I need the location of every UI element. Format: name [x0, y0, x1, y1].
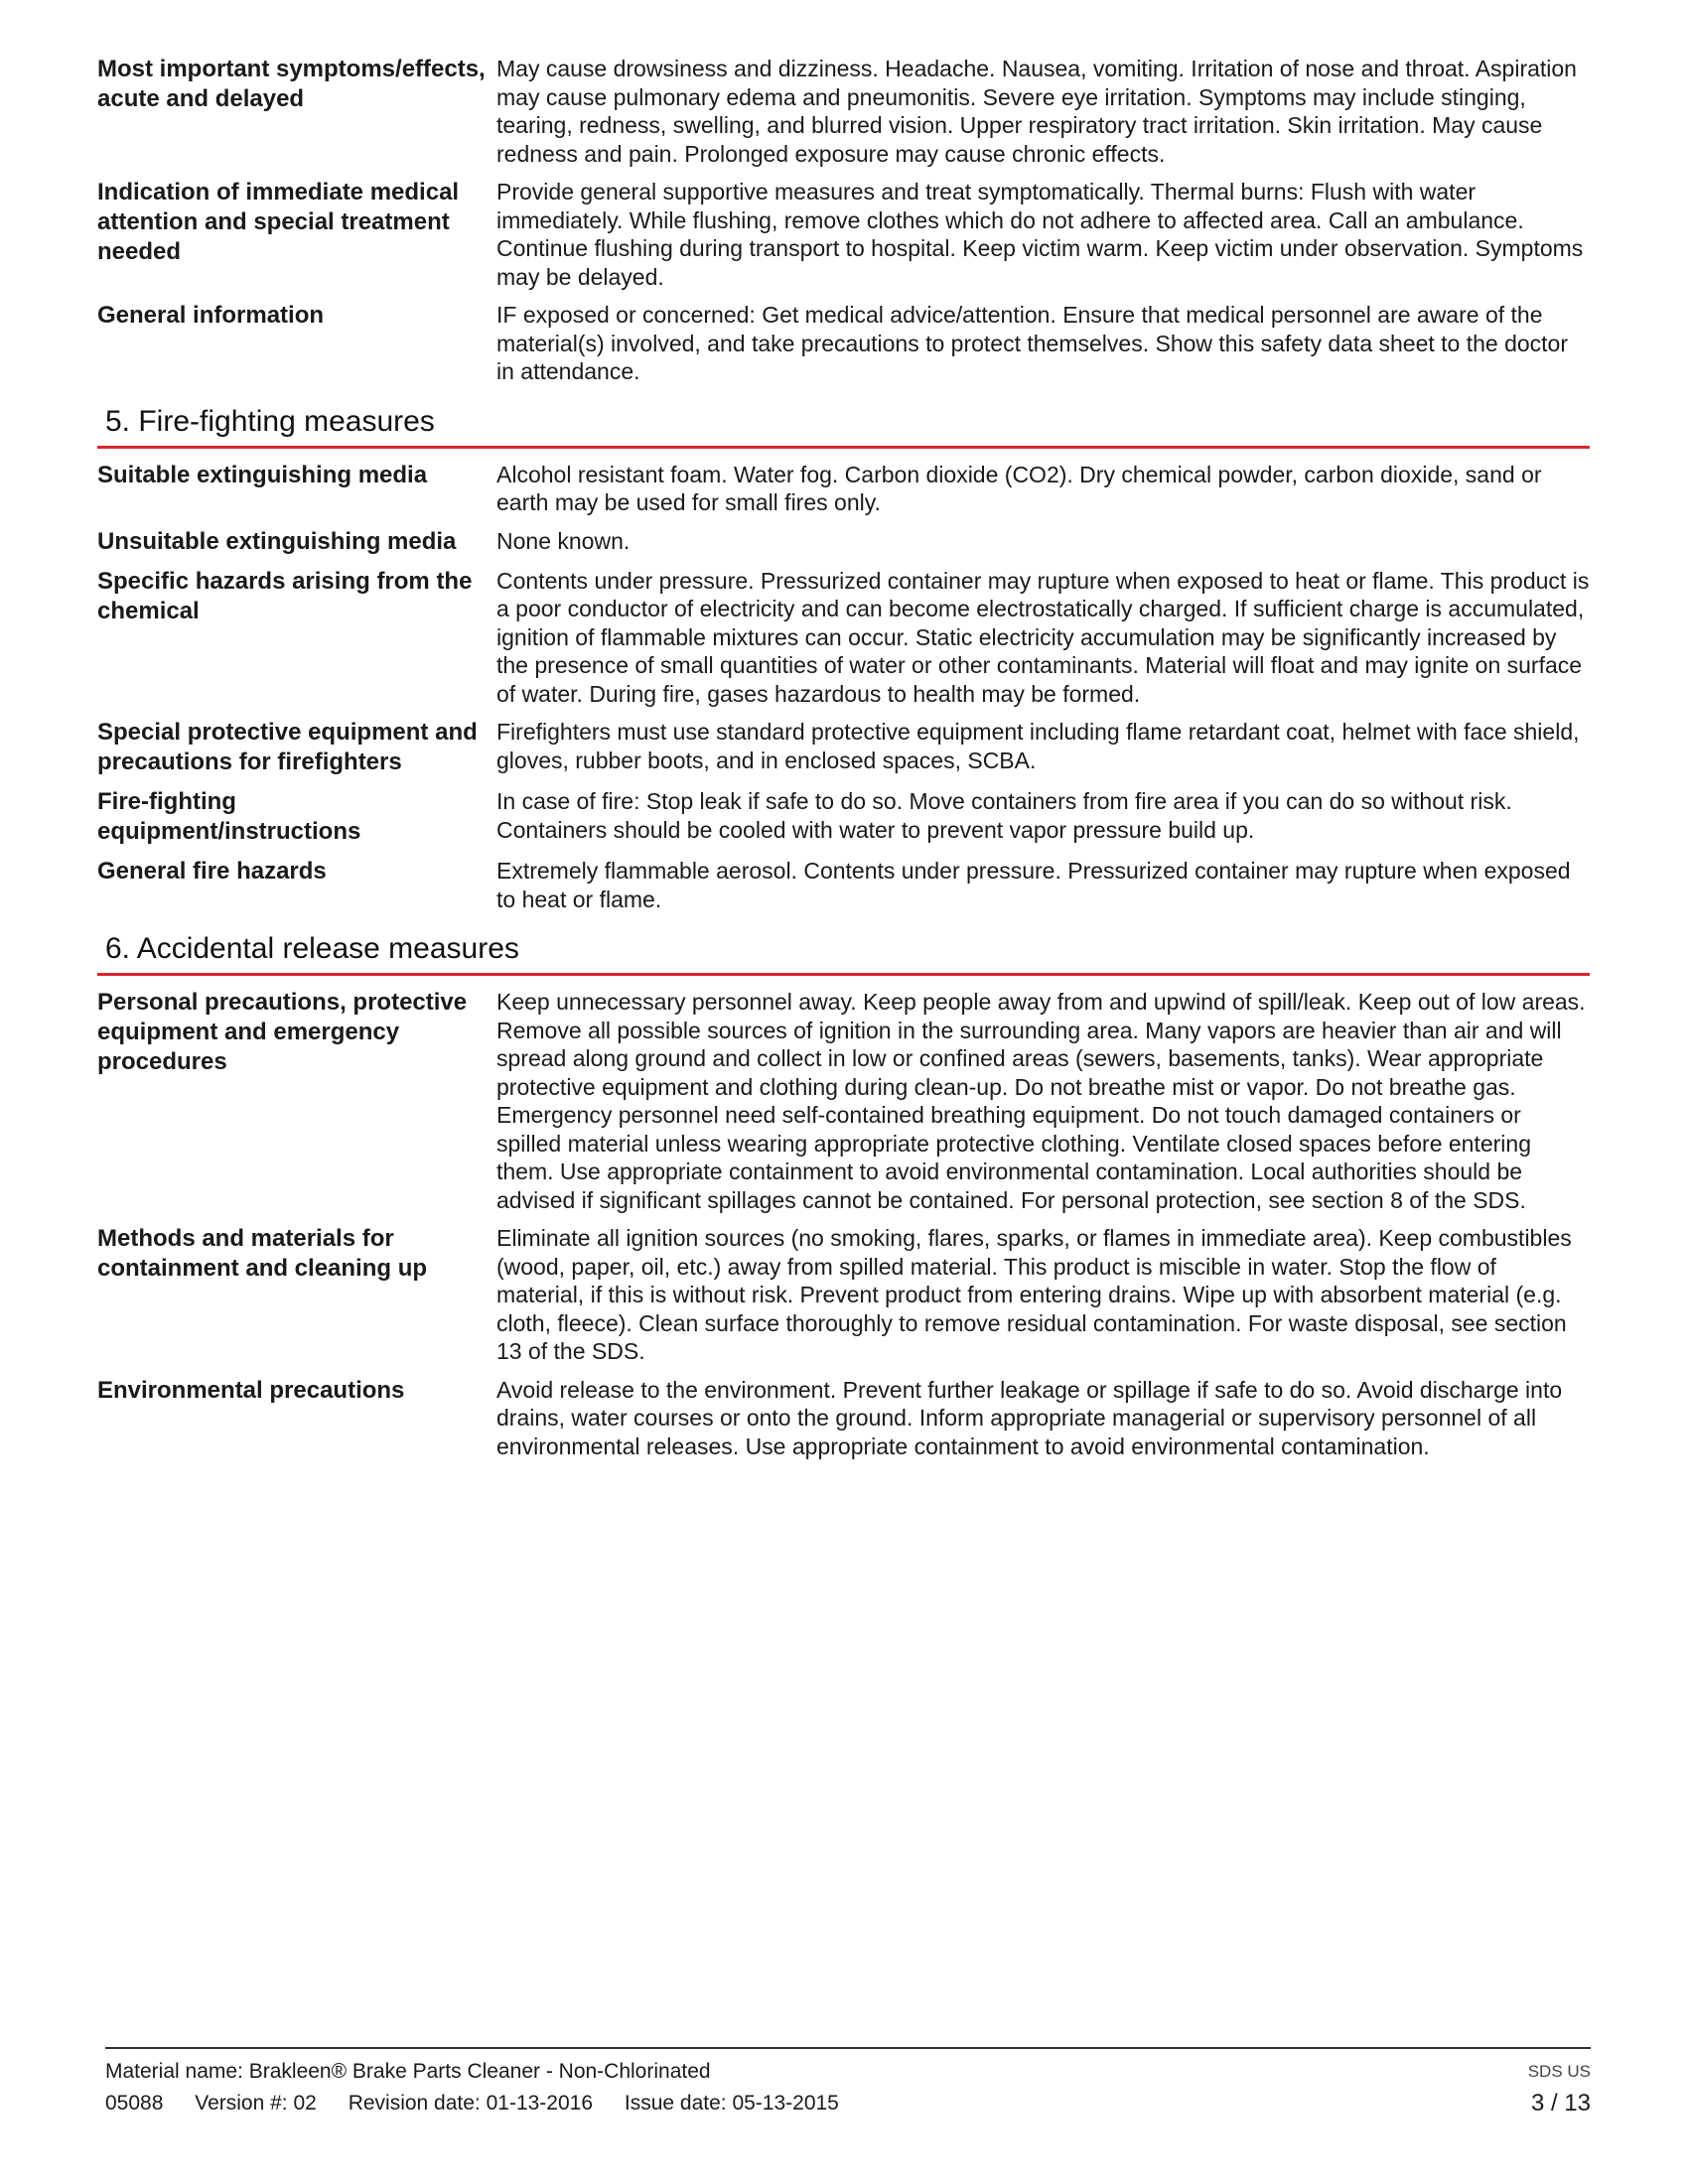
row-text: Provide general supportive measures and treat symptomatically. Thermal burns: Flush with water immediately. While flushing, remove clothes which do not adhere to affected area. Call an ambulance. Continue flushing during transport to hospital. Keep victim warm. Keep victim under observation. Symptoms may be delayed.	[496, 179, 1584, 290]
page-number: 3 / 13	[1530, 2090, 1591, 2116]
footer-meta	[105, 2091, 865, 2116]
row-label: Unsuitable extinguishing media	[97, 527, 457, 555]
section-5-title: 5. Fire-fighting measures	[105, 404, 435, 438]
row-text: Extremely flammable aerosol. Contents under pressure. Pressurized container may rupture when exposed to heat or flame.	[496, 858, 1571, 912]
footer-divider	[105, 2047, 1591, 2049]
section-5-header	[97, 404, 1590, 449]
row-environmental-precautions	[97, 1376, 1590, 1461]
row-text: Avoid release to the environment. Prevent further leakage or spillage if safe to do so. Avoid discharge into drains, water courses or onto the ground. Inform appropriate managerial or supervisory personnel of all environmental releases. Use appropriate containment to avoid environmental contamination.	[496, 1376, 1563, 1459]
row-label: Indication of immediate medical attention and special treatment needed	[97, 179, 460, 265]
page-footer	[105, 2047, 1591, 2116]
row-text: None known.	[496, 527, 631, 554]
row-text: Firefighters must use standard protective equipment including flame retardant coat, helmet with face shield, gloves, rubber boots, and in enclosed spaces, SCBA.	[496, 719, 1580, 773]
row-label: Personal precautions, protective equipment and emergency procedures	[97, 989, 468, 1075]
version: Version #: 02	[195, 2092, 317, 2115]
section-6-title: 6. Accidental release measures	[105, 932, 519, 965]
row-label: Suitable extinguishing media	[97, 461, 428, 488]
issue-date: Issue date: 05-13-2015	[624, 2092, 839, 2115]
revision-date: Revision date: 01-13-2016	[348, 2092, 594, 2115]
footer-line-2	[105, 2091, 1591, 2116]
row-label: Most important symptoms/effects, acute and delayed	[97, 56, 486, 112]
row-label: General fire hazards	[97, 858, 327, 885]
row-label: Specific hazards arising from the chemical	[97, 567, 473, 624]
row-label: Special protective equipment and precautions for firefighters	[97, 719, 478, 775]
row-containment-cleaning	[97, 1224, 1590, 1366]
row-text: IF exposed or concerned: Get medical advice/attention. Ensure that medical personnel are aware of the material(s) involved, and take precautions to protect themselves. Show this safety data sheet to the doctor in attendance.	[496, 302, 1569, 384]
row-label: Methods and materials for containment and cleaning up	[97, 1225, 428, 1282]
row-special-protective-equipment	[97, 718, 1590, 777]
row-label: General information	[97, 302, 325, 329]
row-text: Keep unnecessary personnel away. Keep people away from and upwind of spill/leak. Keep out of low areas. Remove all possible sources of ignition in the surrounding area. Many vapors are heavier than air and will spread along ground and collect in low or confined areas (sewers, basements, tanks). Wear appropriate protective equipment and clothing during clean-up. Do not breathe mist or vapor. Do not breathe gas. Emergency personnel need self-contained breathing equipment. Do not touch damaged containers or spilled material unless wearing appropriate protective clothing. Ventilate closed spaces before entering them. Use appropriate containment to avoid environmental contamination. Local authorities should be advised if significant spillages cannot be contained. For personal protection, see section 8 of the SDS.	[496, 989, 1586, 1213]
page-content	[97, 55, 1590, 1470]
row-unsuitable-extinguishing-media	[97, 527, 1590, 557]
row-suitable-extinguishing-media	[97, 461, 1590, 517]
row-text: Contents under pressure. Pressurized container may rupture when exposed to heat or flame. This product is a poor conductor of electricity and can become electrostatically charged. If sufficient charge is accumulated, ignition of flammable mixtures can occur. Static electricity accumulation may be significantly increased by the presence of small quantities of water or other contaminants. Material will float and may ignite on surface of water. During fire, gases hazardous to health may be formed.	[496, 567, 1590, 707]
row-label: Fire-fighting equipment/instructions	[97, 788, 361, 845]
row-label: Environmental precautions	[97, 1376, 405, 1404]
section-divider	[97, 973, 1590, 976]
row-fire-fighting-equipment	[97, 787, 1590, 847]
sds-label: SDS US	[1527, 2062, 1591, 2081]
row-text: May cause drowsiness and dizziness. Headache. Nausea, vomiting. Irritation of nose and throat. Aspiration may cause pulmonary edema and pneumonitis. Severe eye irritation. Symptoms may include stinging, tearing, redness, swelling, and blurred vision. Upper respiratory tract irritation. Skin irritation. May cause redness and pain. Prolonged exposure may cause chronic effects.	[496, 56, 1577, 167]
row-general-fire-hazards	[97, 857, 1590, 913]
row-text: Alcohol resistant foam. Water fog. Carbon dioxide (CO2). Dry chemical powder, carbon dioxide, sand or earth may be used for small fires only.	[496, 461, 1542, 515]
row-personal-precautions	[97, 988, 1590, 1214]
material-name: Material name: Brakleen® Brake Parts Cleaner - Non-Chlorinated	[105, 2060, 711, 2083]
section-divider	[97, 446, 1590, 449]
row-most-important-symptoms	[97, 55, 1590, 168]
footer-line-1	[105, 2059, 1591, 2085]
row-text: Eliminate all ignition sources (no smoking, flares, sparks, or flames in immediate area). Keep combustibles (wood, paper, oil, etc.) away from spilled material. This product is miscible in water. Stop the flow of material, if this is without risk. Prevent product from entering drains. Wipe up with absorbent material (e.g. cloth, fleece). Clean surface thoroughly to remove residual contamination. For waste disposal, see section 13 of the SDS.	[496, 1225, 1572, 1364]
row-specific-hazards	[97, 567, 1590, 709]
row-text: In case of fire: Stop leak if safe to do so. Move containers from fire area if you can do so without risk. Containers should be cooled with water to prevent vapor pressure build up.	[496, 788, 1512, 843]
row-general-information	[97, 301, 1590, 386]
row-immediate-medical-attention	[97, 178, 1590, 291]
section-6-header	[97, 931, 1590, 976]
product-code: 05088	[105, 2092, 164, 2115]
